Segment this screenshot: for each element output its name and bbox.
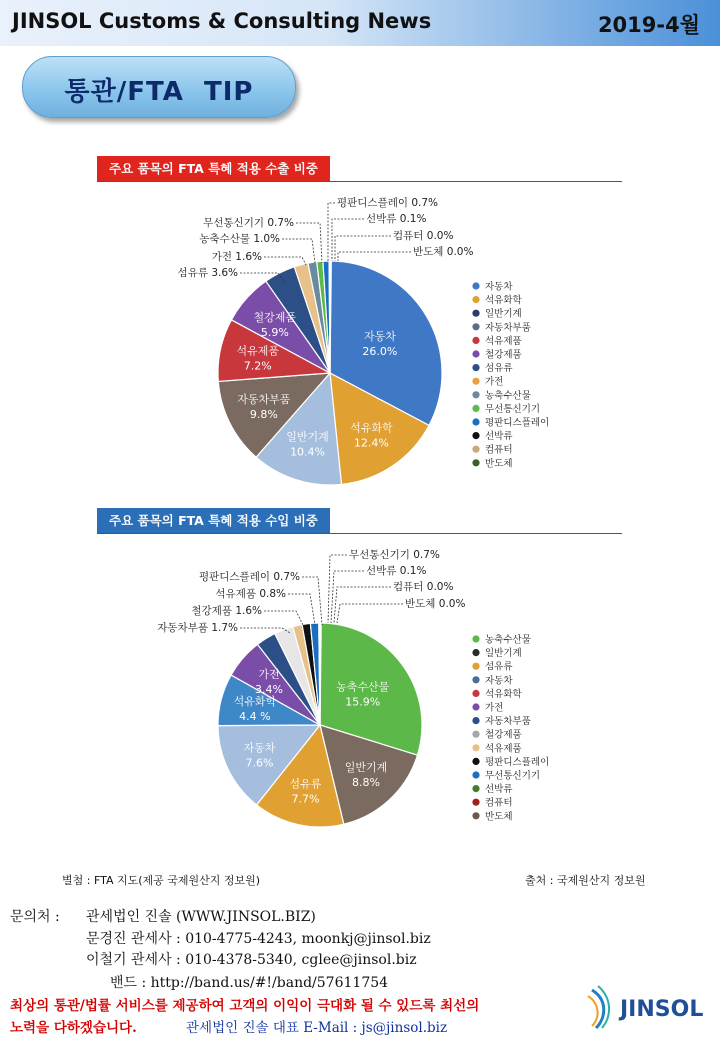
section-tip-label: 통관/FTA TIP (64, 77, 254, 107)
legend-swatch (472, 391, 479, 398)
legend-swatch (472, 758, 479, 765)
contact-email[interactable]: 관세법인 진솔 대표 E-Mail : js@jinsol.biz (186, 1020, 448, 1036)
legend-label: 반도체 (485, 458, 513, 470)
legend-swatch (472, 717, 479, 724)
legend-label: 철강제품 (485, 729, 522, 741)
legend-swatch (472, 812, 479, 819)
contact-moon: 문경진 관세사 : 010-4775-4243, moonkj@jinsol.biz (86, 931, 431, 947)
legend-label: 농축수산물 (485, 390, 531, 402)
import-pie-chart (0, 537, 720, 857)
legend-label: 섬유류 (485, 661, 513, 673)
legend-swatch (472, 364, 479, 371)
legend-label: 자동차 (485, 675, 513, 687)
legend-label: 선박류 (485, 431, 513, 443)
outside-slice-label: 농축수산물 1.0% (199, 233, 280, 245)
legend-swatch (472, 731, 479, 738)
legend-label: 컴퓨터 (485, 444, 513, 456)
legend-swatch (472, 649, 479, 656)
legend-swatch (472, 785, 479, 792)
legend-label: 평판디스플레이 (485, 756, 550, 768)
legend-label: 가전 (485, 702, 504, 714)
legend-swatch (472, 676, 479, 683)
issue-date: 2019-4월 (597, 13, 700, 37)
leader-line (302, 577, 322, 625)
leader-line (328, 203, 335, 261)
slice-name-label: 일반기계 (286, 430, 329, 444)
legend-label: 일반기계 (485, 308, 522, 320)
export-chart-title: 주요 품목의 FTA 특혜 적용 수출 비중 (97, 156, 330, 181)
legend-swatch (472, 296, 479, 303)
legend-label: 철강제품 (485, 349, 522, 361)
newsletter-header (0, 0, 720, 46)
legend-swatch (472, 310, 479, 317)
slice-value-label: 4.4 % (239, 710, 271, 724)
leader-line (264, 257, 306, 265)
slogan-line-1: 최상의 통관/법률 서비스를 제공하여 고객의 이익이 극대화 될 수 있드록 최선의 (10, 998, 480, 1014)
contact-label: 문의처 : (10, 909, 60, 925)
slice-value-label: 10.4% (290, 445, 326, 459)
leader-line (288, 594, 315, 625)
legend-swatch (472, 337, 479, 344)
legend-swatch (472, 663, 479, 670)
outside-slice-label: 평판디스플레이 0.7% (337, 197, 439, 209)
legend-label: 석유화학 (485, 295, 522, 307)
outside-slice-label: 석유제품 0.8% (215, 588, 286, 600)
outside-slice-label: 컴퓨터 0.0% (393, 581, 454, 593)
outside-slice-label: 반도체 0.0% (405, 598, 466, 610)
leader-line (337, 604, 403, 623)
legend-swatch (472, 771, 479, 778)
legend-label: 석유제품 (485, 743, 522, 755)
attachment-note: 별첨 : FTA 지도(제공 국제원산지 정보원) (62, 874, 261, 887)
slice-name-label: 석유제품 (236, 344, 279, 358)
legend-label: 무선통신기기 (485, 403, 541, 415)
slogan-line-2: 노력을 다하겠습니다. (10, 1020, 137, 1036)
legend-swatch (472, 282, 479, 289)
legend-label: 자동차 (485, 281, 513, 293)
legend-label: 자동차부품 (485, 322, 531, 334)
slice-value-label: 7.6% (245, 756, 274, 770)
slice-value-label: 15.9% (345, 695, 381, 709)
source-note: 출처 : 국제원산지 정보원 (525, 874, 646, 887)
outside-slice-label: 평판디스플레이 0.7% (198, 571, 300, 583)
slice-name-label: 섬유류 (289, 777, 322, 791)
slice-name-label: 철강제품 (253, 310, 297, 324)
legend-swatch (472, 323, 479, 330)
legend-label: 일반기계 (485, 648, 522, 660)
legend-swatch (472, 350, 479, 357)
section-tip-badge (22, 56, 296, 118)
export-pie-chart (0, 185, 720, 505)
export-chart-rule (97, 181, 622, 182)
outside-slice-label: 반도체 0.0% (413, 246, 474, 258)
slice-name-label: 자동차부품 (237, 393, 291, 407)
outside-slice-label: 가전 1.6% (211, 251, 262, 263)
legend-label: 무선통신기기 (485, 770, 541, 782)
legend-label: 자동차부품 (485, 716, 531, 728)
outside-slice-label: 섬유류 3.6% (177, 267, 238, 279)
contact-band[interactable]: 밴드 : http://band.us/#!/band/57611754 (110, 975, 389, 991)
slice-value-label: 12.4% (353, 436, 389, 450)
outside-slice-label: 선박류 0.1% (366, 213, 427, 225)
legend-swatch (472, 446, 479, 453)
contact-firm: 관세법인 진솔 (WWW.JINSOL.BIZ) (86, 909, 316, 925)
legend-label: 컴퓨터 (485, 797, 513, 809)
legend-label: 농축수산물 (485, 634, 531, 646)
slice-name-label: 자동차 (363, 329, 396, 343)
legend-label: 석유화학 (485, 688, 522, 700)
legend-label: 선박류 (485, 784, 513, 796)
slice-value-label: 3.4% (255, 683, 284, 697)
contact-lee: 이철기 관세사 : 010-4378-5340, cglee@jinsol.biz (86, 952, 417, 968)
newsletter-title: JINSOL Customs & Consulting News (12, 9, 432, 33)
leader-line (335, 236, 391, 261)
leader-line (334, 587, 391, 623)
leader-line (332, 219, 364, 261)
slice-value-label: 26.0% (362, 344, 398, 358)
outside-slice-label: 철강제품 1.6% (191, 605, 262, 617)
legend-swatch (472, 703, 479, 710)
slice-value-label: 8.8% (352, 776, 381, 790)
legend-label: 가전 (485, 376, 504, 388)
slice-value-label: 7.2% (243, 359, 272, 373)
slice-name-label: 석유화학 (350, 421, 393, 435)
legend-swatch (472, 405, 479, 412)
legend-label: 반도체 (485, 811, 513, 823)
outside-slice-label: 무선통신기기 0.7% (349, 549, 440, 561)
outside-slice-label: 컴퓨터 0.0% (393, 230, 454, 242)
legend-label: 평판디스플레이 (485, 417, 550, 429)
leader-line (264, 611, 304, 627)
slice-name-label: 일반기계 (344, 761, 388, 775)
legend-swatch (472, 459, 479, 466)
logo-text: JINSOL (620, 997, 704, 1022)
slice-value-label: 9.8% (249, 408, 278, 422)
slice-name-label: 자동차 (243, 741, 276, 755)
slice-name-label: 석유화학 (233, 695, 277, 709)
legend-swatch (472, 690, 479, 697)
outside-slice-label: 자동차부품 1.7% (157, 622, 238, 634)
legend-swatch (472, 635, 479, 642)
import-chart-rule (97, 533, 622, 534)
legend-label: 섬유류 (485, 363, 513, 375)
outside-slice-label: 선박류 0.1% (366, 565, 427, 577)
leader-line (338, 252, 411, 261)
legend-swatch (472, 378, 479, 385)
jinsol-logo-mark (582, 982, 714, 1032)
jinsol-logo (582, 982, 714, 1032)
legend-label: 석유제품 (485, 335, 522, 347)
import-chart-title: 주요 품목의 FTA 특혜 적용 수입 비중 (97, 508, 330, 533)
slice-value-label: 7.7% (291, 792, 320, 806)
slice-value-label: 5.9% (260, 325, 289, 339)
leader-line (282, 239, 315, 263)
slice-name-label: 가전 (258, 668, 280, 682)
legend-swatch (472, 744, 479, 751)
legend-swatch (472, 432, 479, 439)
legend-swatch (472, 418, 479, 425)
slice-name-label: 농축수산물 (336, 680, 390, 694)
outside-slice-label: 무선통신기기 0.7% (203, 217, 294, 229)
legend-swatch (472, 799, 479, 806)
leader-line (328, 555, 347, 623)
